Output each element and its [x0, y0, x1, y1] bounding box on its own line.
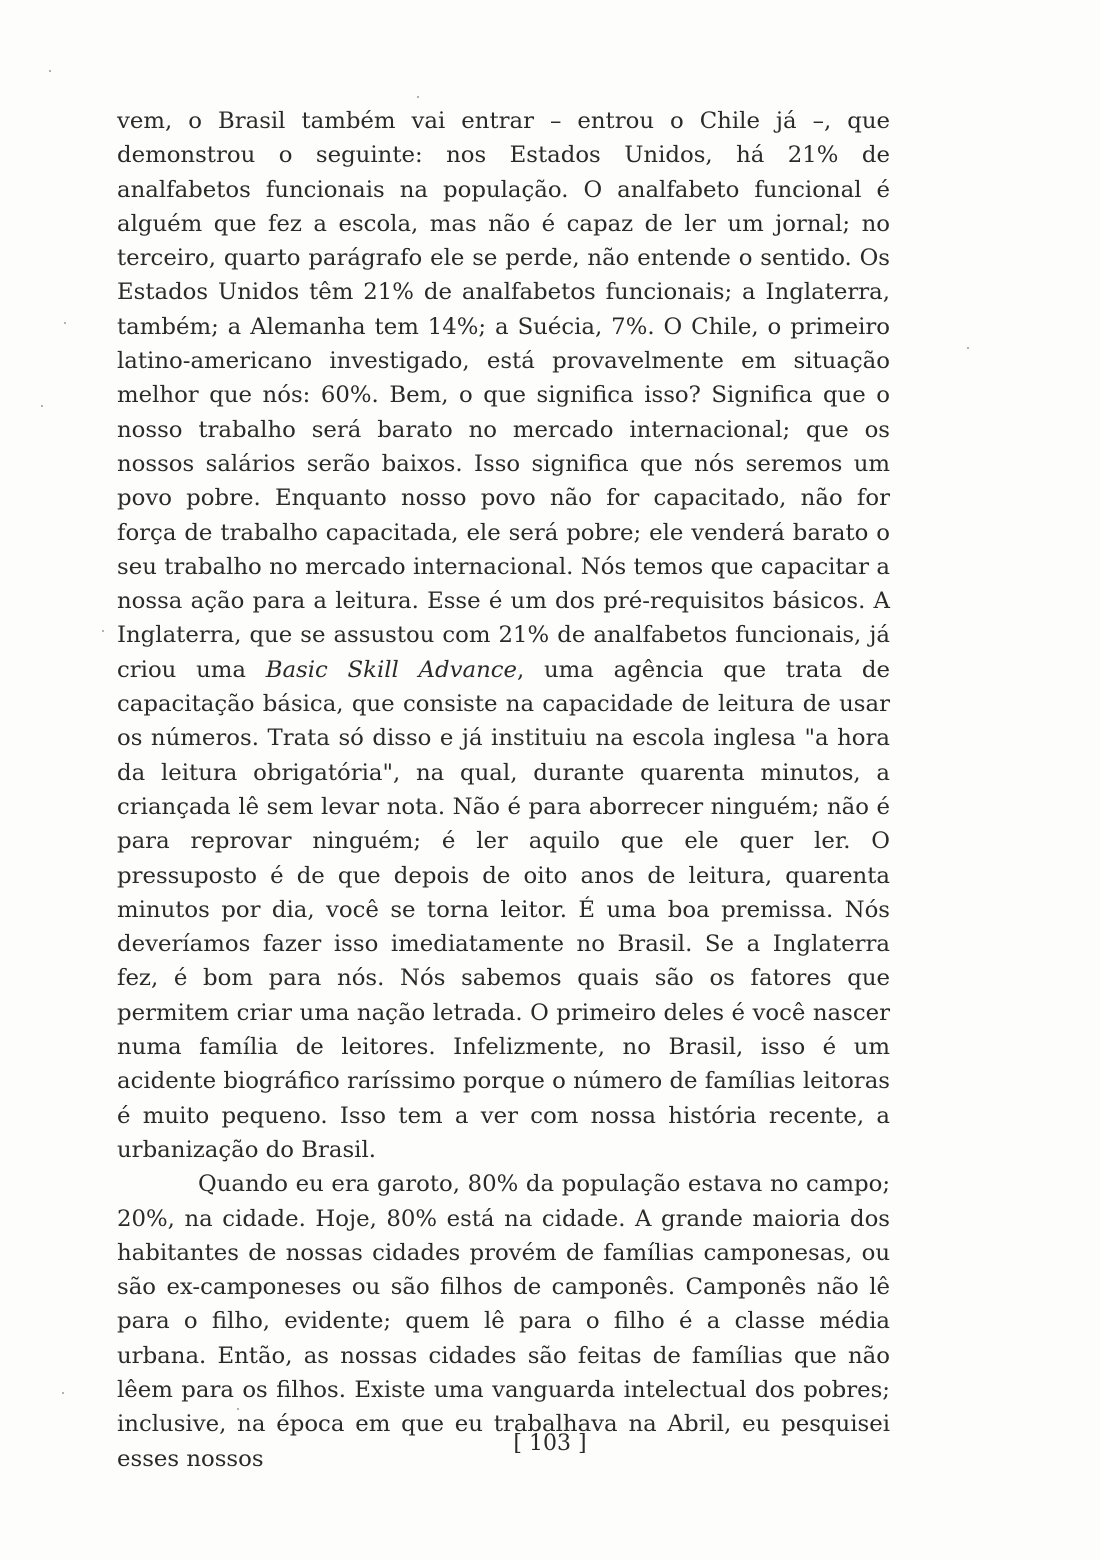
scan-speck	[62, 1392, 64, 1394]
scan-speck	[967, 347, 969, 349]
page-number: [ 103 ]	[513, 1431, 587, 1456]
body-text	[117, 104, 890, 1476]
paragraph-1-italic-term: Basic Skill Advance	[265, 656, 518, 683]
scan-speck	[64, 322, 66, 324]
paragraph-1	[117, 104, 890, 1167]
paragraph-1-text-b: , uma agência que trata de capacitação básica, que consiste na capacidade de leitura de usar os números. Trata só disso e já instituiu na escola inglesa "a hora da leitura obrigatória", na qual, durante quarenta minutos, a criançada lê sem levar nota. Não é para aborrecer ninguém; não é para reprovar ninguém; é ler aquilo que ele quer ler. O pressuposto é de que depois de oito anos de leitura, quarenta minutos por dia, você se torna leitor. É uma boa premissa. Nós deveríamos fazer isso imediatamente no Brasil. Se a Inglaterra fez, é bom para nós. Nós sabemos quais são os fatores que permitem criar uma nação letrada. O primeiro deles é você nascer numa família de leitores. Infelizmente, no Brasil, isso é um acidente biográfico raríssimo porque o número de famílias leitoras é muito pequeno. Isso tem a ver com nossa história recente, a urbanização do Brasil.	[117, 656, 890, 1163]
scan-speck	[417, 96, 419, 98]
scan-speck	[49, 70, 51, 72]
paragraph-2: Quando eu era garoto, 80% da população estava no campo; 20%, na cidade. Hoje, 80% está na cidade. A grande maioria dos habitantes de nossas cidades provém de famílias camponesas, ou são ex-camponeses ou são filhos de camponês. Camponês não lê para o filho, evidente; quem lê para o filho é a classe média urbana. Então, as nossas cidades são feitas de famílias que não lêem para os filhos. Existe uma vanguarda intelectual dos pobres; inclusive, na época em que eu trabalhava na Abril, eu pesquisei esses nossos	[117, 1171, 890, 1472]
scan-speck	[102, 630, 104, 632]
scan-speck	[41, 405, 43, 407]
paragraph-1-text-a: vem, o Brasil também vai entrar – entrou o Chile já –, que demonstrou o seguinte: nos Estados Unidos, há 21% de analfabetos funcionais na população. O analfabeto funcional é alguém que fez a escola, mas não é capaz de ler um jornal; no terceiro, quarto parágrafo ele se perde, não entende o sentido. Os Estados Unidos têm 21% de analfabetos funcionais; a Inglaterra, também; a Alemanha tem 14%; a Suécia, 7%. O Chile, o primeiro latino-americano investigado, está provavelmente em situação melhor que nós: 60%. Bem, o que significa isso? Significa que o nosso trabalho será barato no mercado internacional; que os nossos salários serão baixos. Isso significa que nós seremos um povo pobre. Enquanto nosso povo não for capacitado, não for força de trabalho capacitada, ele será pobre; ele venderá barato o seu trabalho no mercado internacional. Nós temos que capacitar a nossa ação para a leitura. Esse é um dos pré-requisitos básicos. A Inglaterra, que se assustou com 21% de analfabetos funcionais, já criou uma	[117, 108, 890, 683]
